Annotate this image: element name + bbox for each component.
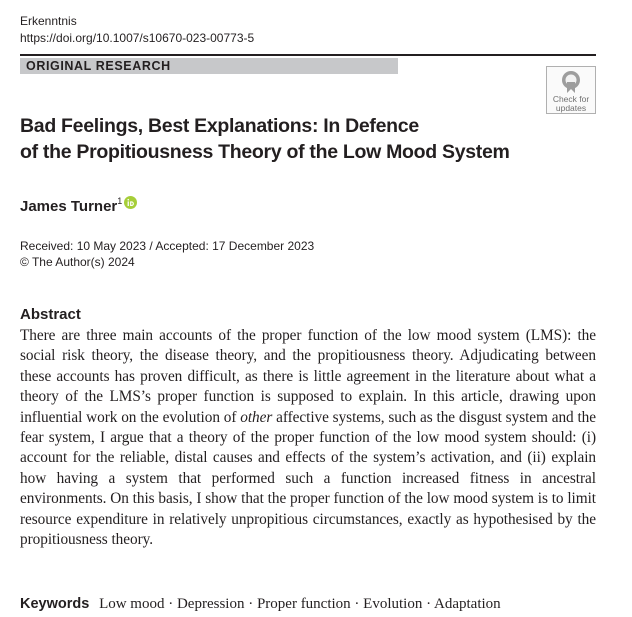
check-for-updates-badge[interactable]	[546, 66, 596, 114]
orcid-icon[interactable]	[124, 195, 137, 215]
copyright: © The Author(s) 2024	[20, 255, 135, 269]
author	[20, 191, 137, 217]
abstract-heading: Abstract	[20, 306, 81, 323]
paper-title	[20, 113, 540, 165]
header-rule	[20, 54, 596, 56]
abstract-italic-word: other	[240, 408, 273, 426]
keywords	[20, 594, 620, 614]
section-banner	[20, 58, 398, 74]
affiliation-mark: 1	[117, 196, 123, 206]
title-line-1: Bad Feelings, Best Explanations: In Defence	[20, 115, 419, 137]
section-label: ORIGINAL RESEARCH	[26, 59, 171, 73]
doi-link[interactable]: https://doi.org/10.1007/s10670-023-00773-5	[20, 31, 255, 45]
abstract-text: There are three main accounts of the proper function of the low mood system (LMS): the social risk theory, the disease theory, and the propitiousness theory. Adjudicating between these accounts has proven difficult, as there is little agreement in the literature about what a theory of the LMS’s proper function is supposed to explain. In this article, drawing upon influential work on the evolution of other affective systems, such as the disgust system and the fear system, I argue that a theory of the proper function of the low mood system should: (i) account for the reliable, distal causes and effects of the system’s activation, and (ii) explain how having a system that performed such a function increased fitness in ancestral environments. On this basis, I show that the proper function of the low mood system is to limit resource expenditure in relatively unpropitious circumstances, exactly as hypothesised by the propitiousness theory.	[20, 327, 596, 549]
keywords-label: Keywords	[20, 596, 90, 612]
author-name: James Turner	[20, 198, 118, 215]
check-for-updates-label: Check for updates	[552, 94, 590, 113]
keywords-list: Low mood · Depression · Proper function · Evolution · Adaptation	[99, 596, 501, 612]
title-line-2: of the Propitiousness Theory of the Low Mood System	[20, 141, 510, 163]
journal-name: Erkenntnis	[20, 14, 77, 28]
received-accepted-dates: Received: 10 May 2023 / Accepted: 17 December 2023	[20, 239, 315, 253]
